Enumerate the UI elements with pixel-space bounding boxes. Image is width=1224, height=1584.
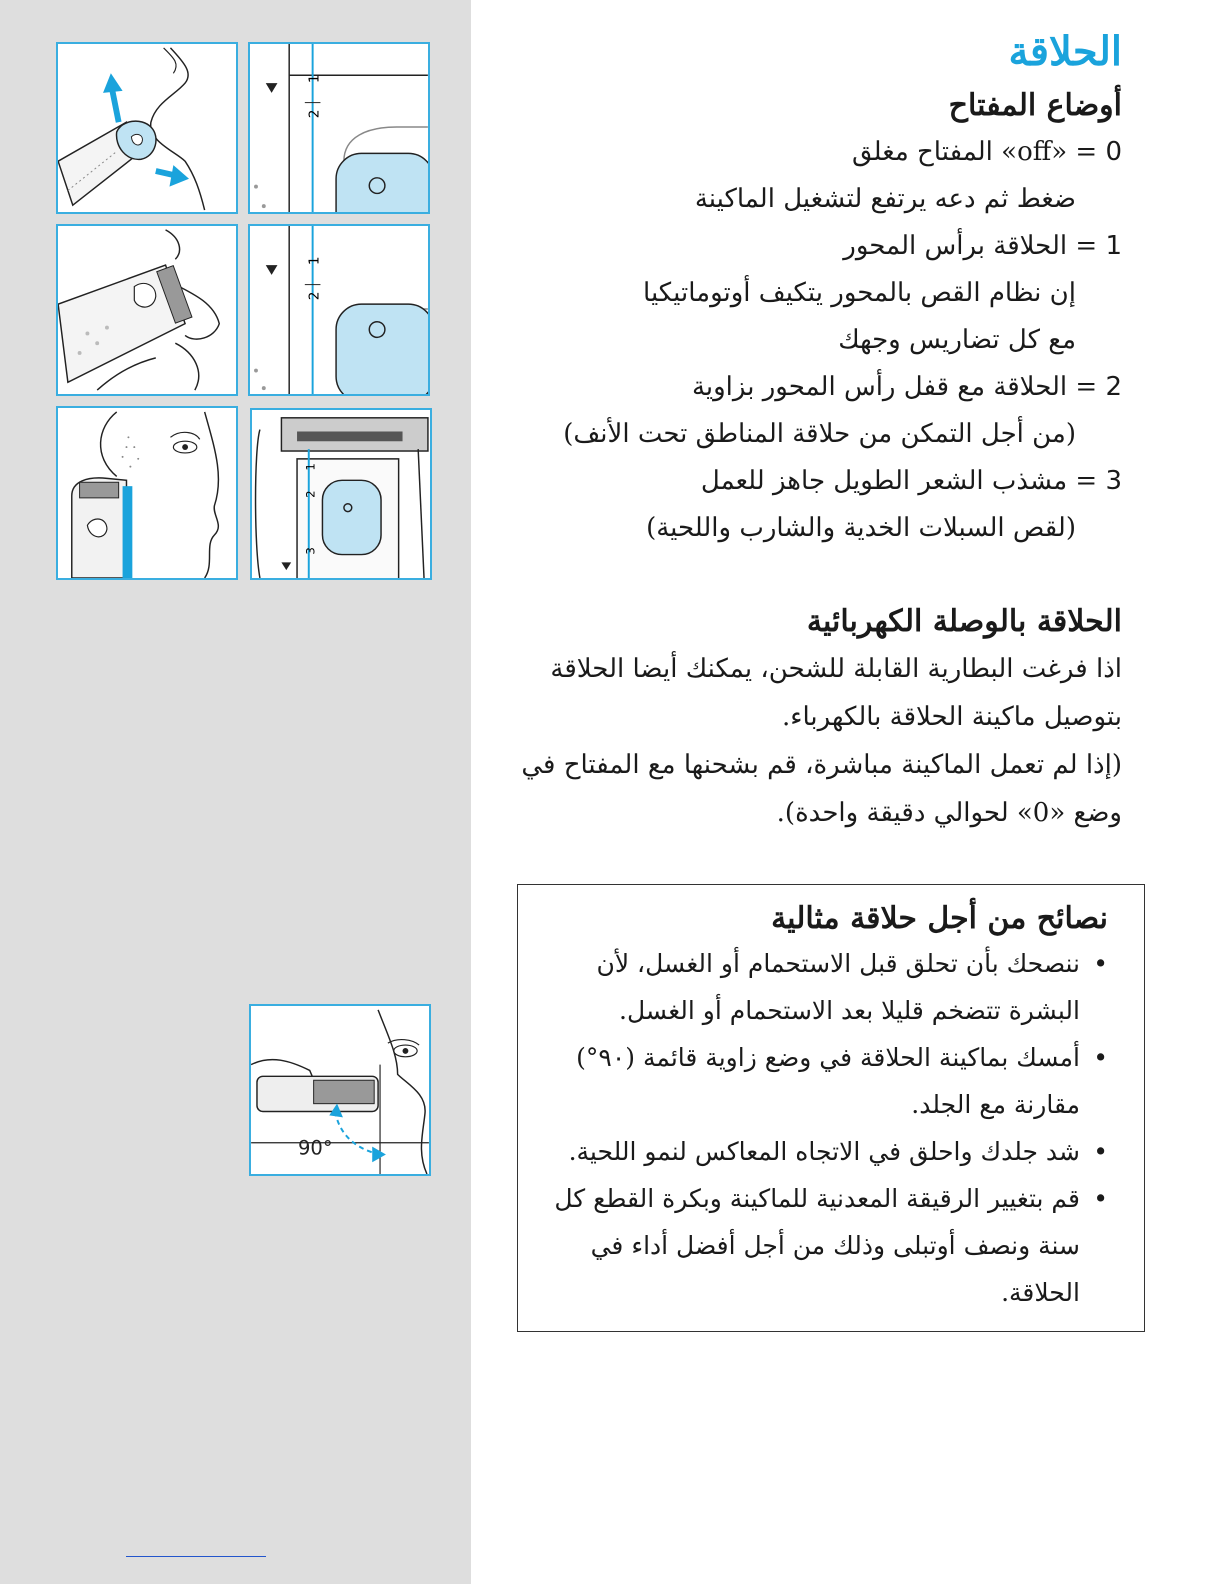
switch-positions-heading: أوضاع المفتاح <box>948 88 1122 123</box>
mains-paragraph-2: (إذا لم تعمل الماكينة مباشرة، قم بشحنها مع المفتاح في وضع «0» لحوالي دقيقة واحدة). <box>521 750 1122 828</box>
figure-shave-angle-90 <box>249 1004 431 1176</box>
switch-item-0-desc: ضغط ثم دعه يرتفع لتشغيل الماكينة <box>694 184 1076 214</box>
switch-label-2: 2 <box>306 109 323 119</box>
switch-label-1: 1 <box>306 74 323 84</box>
figure-switch-position-1 <box>248 42 430 214</box>
mains-section <box>510 602 1122 837</box>
switch-positions-section <box>510 86 1122 552</box>
switch-label-2c: 2 <box>303 490 318 498</box>
tips-list <box>548 940 1108 1316</box>
mains-paragraph-1: اذا فرغت البطارية القابلة للشحن، يمكنك أيضا الحلاقة بتوصيل ماكينة الحلاقة بالكهرباء. <box>550 654 1122 732</box>
main-content <box>510 20 1122 837</box>
switch-item-3-desc: (لقص السبلات الخدية والشارب واللحية) <box>646 513 1076 543</box>
illustration-sidebar <box>0 0 471 1584</box>
figure-shave-under-nose <box>56 224 238 396</box>
figure-switch-position-3 <box>250 408 432 580</box>
switch-item-0: 0 = «off» المفتاح مغلق <box>852 137 1122 167</box>
switch-label-3c: 3 <box>303 547 318 555</box>
tips-heading: نصائح من أجل حلاقة مثالية <box>771 901 1108 936</box>
switch-item-1-desc-b: مع كل تضاريس وجهك <box>838 325 1076 355</box>
tip-item: • قم بتغيير الرقيقة المعدنية للماكينة وبكرة القطع كل سنة ونصف أوتبلى وذلك من أجل أفضل أداء في الحلاقة. <box>548 1175 1108 1316</box>
angle-label: 90° <box>298 1136 333 1160</box>
figure-trim-sideburns <box>56 406 238 580</box>
switch-label-2b: 2 <box>306 291 323 301</box>
mains-heading: الحلاقة بالوصلة الكهربائية <box>806 604 1122 639</box>
tip-item: • أمسك بماكينة الحلاقة في وضع زاوية قائمة (٩٠°) مقارنة مع الجلد. <box>548 1034 1108 1128</box>
switch-label-1b: 1 <box>306 256 323 266</box>
figure-shave-chin <box>56 42 238 214</box>
page-title: الحلاقة <box>1008 28 1122 75</box>
switch-item-1-desc-a: إن نظام القص بالمحور يتكيف أوتوماتيكيا <box>643 278 1076 308</box>
switch-label-1c: 1 <box>303 463 318 471</box>
switch-item-2: 2 = الحلاقة مع قفل رأس المحور بزاوية <box>691 372 1122 402</box>
footer-rule <box>126 1556 266 1557</box>
tips-box <box>517 884 1145 1332</box>
tip-item: • ننصحك بأن تحلق قبل الاستحمام أو الغسل، لأن البشرة تتضخم قليلا بعد الاستحمام أو الغسل. <box>548 940 1108 1034</box>
figure-switch-position-2 <box>248 224 430 396</box>
switch-item-3: 3 = مشذب الشعر الطويل جاهز للعمل <box>700 466 1122 496</box>
tip-item: • شد جلدك واحلق في الاتجاه المعاكس لنمو اللحية. <box>548 1128 1108 1175</box>
switch-item-2-desc: (من أجل التمكن من حلاقة المناطق تحت الأنف) <box>563 419 1076 449</box>
switch-item-1: 1 = الحلاقة برأس المحور <box>843 231 1122 261</box>
